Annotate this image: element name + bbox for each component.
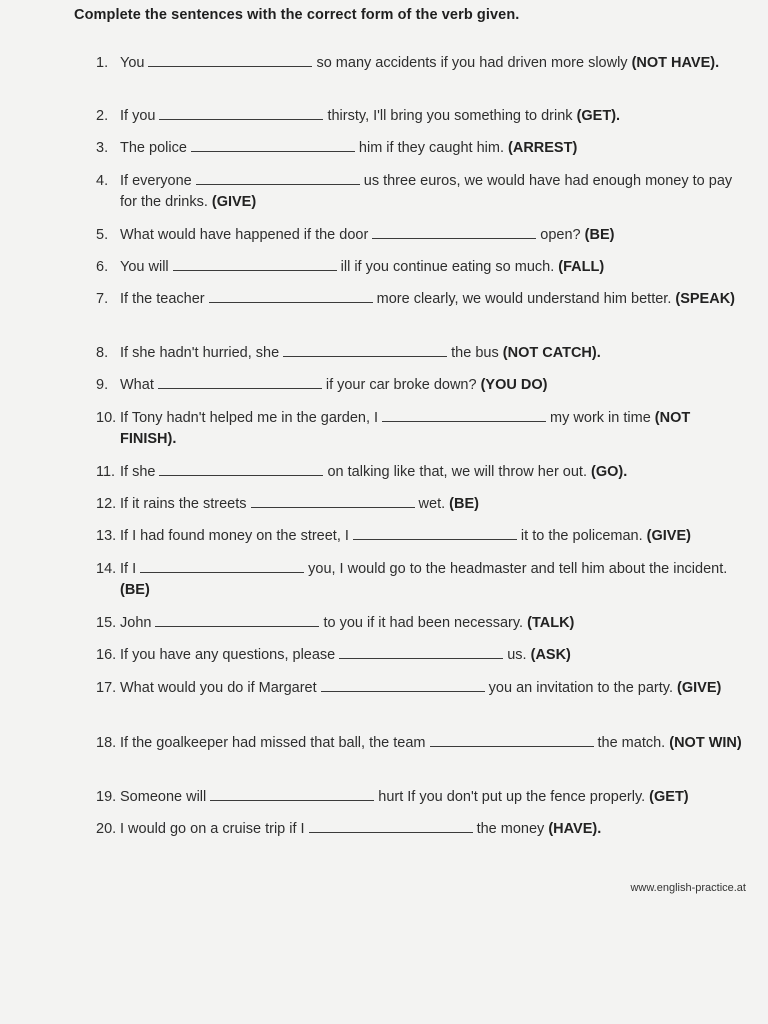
sentence-end: if your car broke down? <box>325 377 477 393</box>
exercise-item <box>96 257 746 278</box>
exercise-item <box>96 645 746 666</box>
sentence-start: If Tony hadn't helped me in the garden, I <box>120 410 379 426</box>
sentence-end: on talking like that, we will throw her out. <box>327 464 587 480</box>
answer-blank[interactable] <box>159 109 323 120</box>
answer-blank[interactable] <box>191 141 355 152</box>
answer-blank[interactable] <box>209 292 373 303</box>
item-number: 15. <box>96 615 117 631</box>
item-number: 18. <box>96 735 117 751</box>
sentence-start: If everyone <box>120 173 192 189</box>
exercise-item <box>96 225 746 246</box>
verb-hint: (GIVE) <box>677 680 722 696</box>
sentence-start: The police <box>120 140 187 156</box>
exercise-item <box>96 678 746 699</box>
sentence-end: thirsty, I'll bring you something to drink <box>327 108 573 124</box>
exercise-item <box>96 733 746 754</box>
verb-hint: (ARREST) <box>508 140 578 156</box>
item-number: 19. <box>96 789 117 805</box>
sentence-end: wet. <box>418 496 446 512</box>
answer-blank[interactable] <box>159 465 323 476</box>
exercise-item <box>96 106 746 127</box>
answer-blank[interactable] <box>283 346 447 357</box>
sentence-end: to you if it had been necessary. <box>323 615 524 631</box>
sentence-end: my work in time <box>550 410 651 426</box>
sentence-start: If I had found money on the street, I <box>120 528 349 544</box>
answer-blank[interactable] <box>173 260 337 271</box>
item-number: 1. <box>96 55 109 71</box>
sentence-start: If you have any questions, please <box>120 647 336 663</box>
answer-blank[interactable] <box>251 497 415 508</box>
sentence-start: What <box>120 377 154 393</box>
sentence-end: the money <box>476 821 545 837</box>
verb-hint: (NOT WIN) <box>669 735 742 751</box>
verb-hint: (SPEAK) <box>675 291 736 307</box>
answer-blank[interactable] <box>196 174 360 185</box>
sentence-end: so many accidents if you had driven more slowly <box>316 55 628 71</box>
verb-hint: (ASK) <box>530 647 571 663</box>
sentence-start: You will <box>120 259 169 275</box>
sentence-start: If it rains the streets <box>120 496 247 512</box>
verb-hint: (GO). <box>591 464 628 480</box>
verb-hint: (BE) <box>584 227 615 243</box>
verb-hint: (NOT HAVE). <box>631 55 720 71</box>
item-number: 7. <box>96 291 109 307</box>
item-number: 8. <box>96 345 109 361</box>
sentence-end: you an invitation to the party. <box>488 680 673 696</box>
sentence-start: If she <box>120 464 156 480</box>
answer-blank[interactable] <box>382 411 546 422</box>
exercise-item <box>96 408 746 450</box>
item-number: 2. <box>96 108 109 124</box>
exercise-item <box>96 462 746 483</box>
exercise-item <box>96 53 746 74</box>
verb-hint: (GET) <box>649 789 689 805</box>
answer-blank[interactable] <box>339 648 503 659</box>
item-number: 11. <box>96 464 116 480</box>
item-number: 17. <box>96 680 117 696</box>
sentence-start: You <box>120 55 145 71</box>
exercise-item <box>96 526 746 547</box>
source-url: www.english-practice.at <box>630 882 746 894</box>
answer-blank[interactable] <box>372 228 536 239</box>
item-number: 3. <box>96 140 109 156</box>
sentence-start: If the teacher <box>120 291 205 307</box>
sentence-end: more clearly, we would understand him better. <box>376 291 672 307</box>
exercise-item <box>96 613 746 634</box>
verb-hint: (YOU DO) <box>480 377 548 393</box>
verb-hint: (GIVE) <box>646 528 691 544</box>
sentence-start: What would you do if Margaret <box>120 680 317 696</box>
item-number: 12. <box>96 496 117 512</box>
item-number: 14. <box>96 561 117 577</box>
sentence-end: open? <box>540 227 581 243</box>
answer-blank[interactable] <box>158 378 322 389</box>
item-number: 10. <box>96 410 117 426</box>
sentence-start: What would have happened if the door <box>120 227 369 243</box>
verb-hint: (FALL) <box>558 259 605 275</box>
sentence-end: him if they caught him. <box>358 140 504 156</box>
answer-blank[interactable] <box>155 616 319 627</box>
sentence-end: ill if you continue eating so much. <box>340 259 555 275</box>
item-number: 9. <box>96 377 109 393</box>
verb-hint: (NOT CATCH). <box>502 345 601 361</box>
answer-blank[interactable] <box>321 681 485 692</box>
verb-hint: (BE) <box>449 496 479 512</box>
verb-hint: (GET). <box>576 108 621 124</box>
verb-hint: (HAVE). <box>548 821 602 837</box>
sentence-end: the match. <box>597 735 666 751</box>
verb-hint: (BE) <box>120 582 150 598</box>
sentence-start: If the goalkeeper had missed that ball, the team <box>120 735 426 751</box>
item-number: 13. <box>96 528 117 544</box>
sentence-start: Someone will <box>120 789 207 805</box>
item-number: 16. <box>96 647 117 663</box>
sentence-end: us three euros, we would have had enough money to pay for the drinks. <box>120 173 733 210</box>
exercise-item <box>96 494 746 515</box>
answer-blank[interactable] <box>140 562 304 573</box>
answer-blank[interactable] <box>210 790 374 801</box>
sentence-start: If you <box>120 108 156 124</box>
verb-hint: (GIVE) <box>211 194 257 210</box>
sentence-end: it to the policeman. <box>520 528 643 544</box>
exercise-item <box>96 375 746 396</box>
sentence-end: hurt If you don't put up the fence properly. <box>378 789 646 805</box>
item-number: 5. <box>96 227 109 243</box>
item-number: 20. <box>96 821 117 837</box>
answer-blank[interactable] <box>353 529 517 540</box>
answer-blank[interactable] <box>309 822 473 833</box>
exercise-item <box>96 171 746 213</box>
item-number: 6. <box>96 259 109 275</box>
sentence-end: us. <box>507 647 527 663</box>
answer-blank[interactable] <box>148 56 312 67</box>
sentence-start: If I <box>120 561 137 577</box>
sentence-end: you, I would go to the headmaster and tell him about the incident. <box>308 561 728 577</box>
verb-hint: (TALK) <box>527 615 575 631</box>
exercise-item <box>96 787 746 808</box>
answer-blank[interactable] <box>430 736 594 747</box>
verb-hint: (NOT FINISH). <box>120 410 691 447</box>
exercise-item <box>96 819 746 840</box>
sentence-start: I would go on a cruise trip if I <box>120 821 305 837</box>
exercise-item <box>96 343 746 364</box>
exercise-item <box>96 289 746 310</box>
exercise-item <box>96 559 746 601</box>
sentence-start: John <box>120 615 152 631</box>
exercise-item <box>96 138 746 159</box>
sentence-end: the bus <box>451 345 499 361</box>
sentence-start: If she hadn't hurried, she <box>120 345 280 361</box>
item-number: 4. <box>96 173 109 189</box>
worksheet-title: Complete the sentences with the correct form of the verb given. <box>74 7 520 23</box>
